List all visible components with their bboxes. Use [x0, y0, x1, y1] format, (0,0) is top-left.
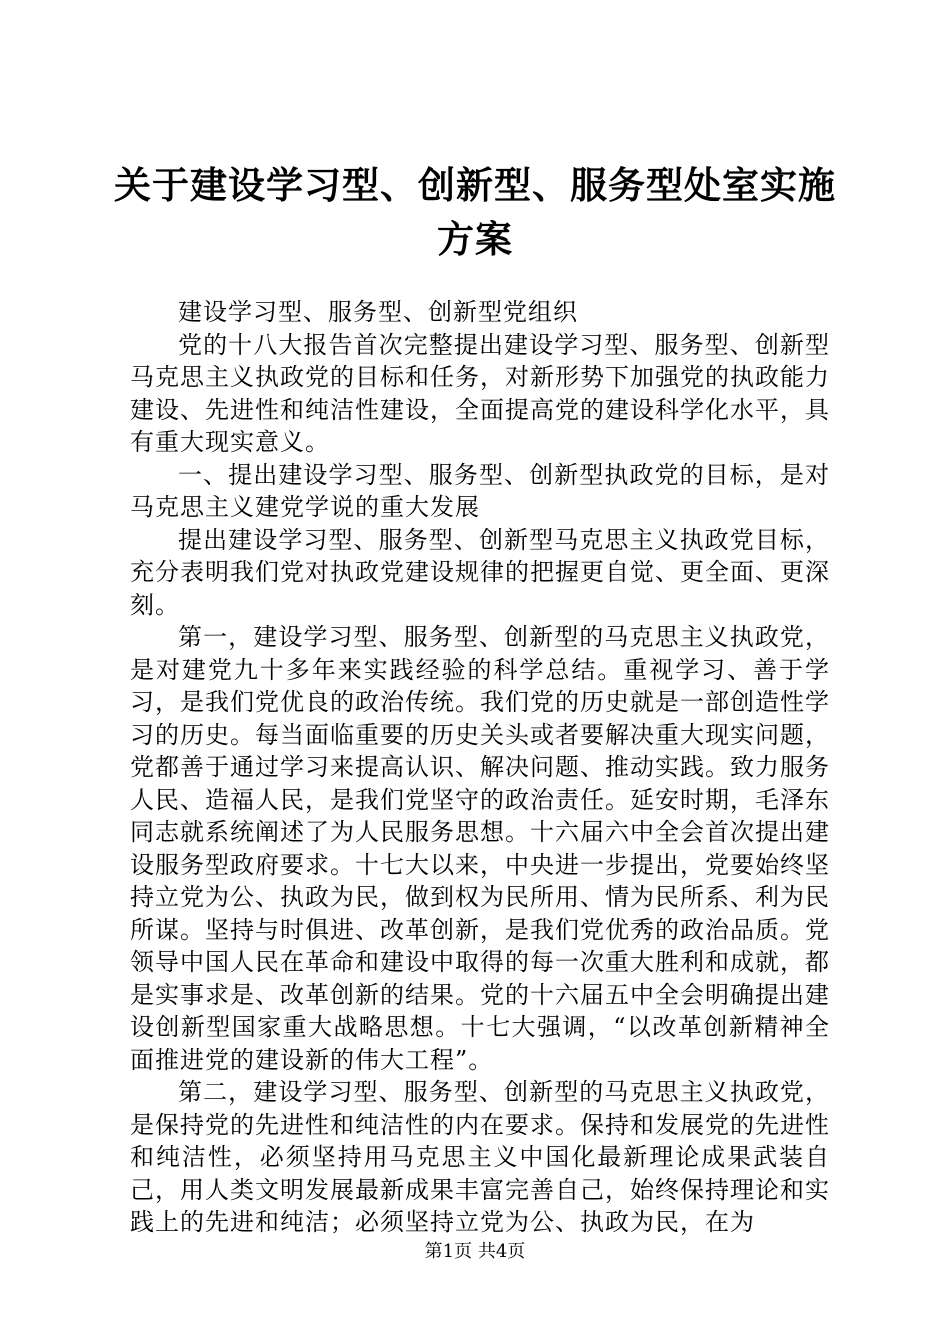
paragraph: 第一，建设学习型、服务型、创新型的马克思主义执政党，是对建党九十多年来实践经验的科学总结。重视学习、善于学习，是我们党优良的政治传统。我们党的历史就是一部创造性学习的历史。每当面临重要的历史关头或者要解决重大现实问题，党都善于通过学习来提高认识、解决问题、推动实践。致力服务人民、造福人民，是我们党坚守的政治责任。延安时期，毛泽东同志就系统阐述了为人民服务思想。十六届六中全会首次提出建设服务型政府要求。十七大以来，中央进一步提出，党要始终坚持立党为公、执政为民，做到权为民所用、情为民所系、利为民所谋。坚持与时俱进、改革创新，是我们党优秀的政治品质。党领导中国人民在革命和建设中取得的每一次重大胜利和成就，都是实事求是、改革创新的结果。党的十六届五中全会明确提出建设创新型国家重大战略思想。十七大强调，“以改革创新精神全面推进党的建设新的伟大工程”。	[130, 623, 830, 1074]
page-footer	[0, 1240, 950, 1264]
document-body	[130, 296, 830, 1239]
paragraph-heading: 建设学习型、服务型、创新型党组织	[178, 298, 578, 326]
page-number: 第1页 共4页	[424, 1241, 526, 1262]
document-title: 关于建设学习型、创新型、服务型处室实施方案	[114, 163, 836, 261]
paragraph: 党的十八大报告首次完整提出建设学习型、服务型、创新型马克思主义执政党的目标和任务，对新形势下加强党的执政能力建设、先进性和纯洁性建设，全面提高党的建设科学化水平，具有重大现实意义。	[130, 330, 830, 456]
section-heading: 一、提出建设学习型、服务型、创新型执政党的目标，是对马克思主义建党学说的重大发展	[130, 460, 830, 521]
paragraph: 第二，建设学习型、服务型、创新型的马克思主义执政党，是保持党的先进性和纯洁性的内在要求。保持和发展党的先进性和纯洁性，必须坚持用马克思主义中国化最新理论成果武装自己，用人类文明发展最新成果丰富完善自己，始终保持理论和实践上的先进和纯洁；必须坚持立党为公、执政为民，在为	[130, 1078, 830, 1236]
paragraph: 提出建设学习型、服务型、创新型马克思主义执政党目标，充分表明我们党对执政党建设规律的把握更自觉、更全面、更深刻。	[130, 525, 830, 619]
